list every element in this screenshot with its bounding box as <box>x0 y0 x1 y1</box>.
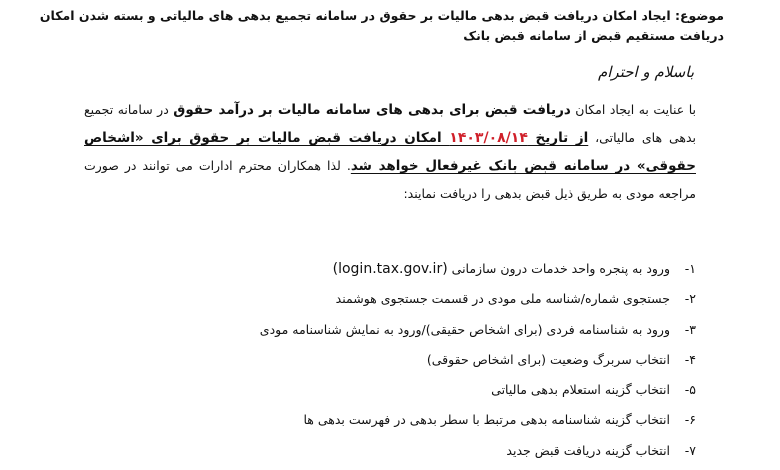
paragraph-bold-2: از تاریخ <box>527 130 589 146</box>
portal-url: (login.tax.gov.ir) <box>332 261 448 277</box>
paragraph-text-3: . لذا همکاران محترم ادارات می توانند در صورت مراجعه مودی به طریق ذیل قبض بدهی را دریافت نمایند: <box>84 158 696 201</box>
step-number: ۲- <box>684 291 696 307</box>
step-number: ۷- <box>684 442 696 458</box>
step-number: ۳- <box>684 321 696 337</box>
steps-list <box>96 254 696 466</box>
greeting: باسلام و احترام <box>597 63 694 81</box>
step-number: ۱- <box>684 261 696 276</box>
step-item <box>96 284 696 314</box>
step-number: ۶- <box>684 412 696 428</box>
body-paragraph <box>84 96 696 207</box>
step-number: ۵- <box>684 382 696 398</box>
step-item <box>96 254 696 284</box>
step-text: ورود به پنجره واحد خدمات درون سازمانی <box>447 261 671 276</box>
letter-subject: موضوع: ایجاد امکان دریافت قبض بدهی مالیات بر حقوق در سامانه تجمیع بدهی های مالیاتی و بسته شدن امکان دریافت مستقیم قبض از سامانه قبض بانک <box>39 8 724 43</box>
paragraph-bold-1: دریافت قبض برای بدهی های سامانه مالیات بر درآمد حقوق <box>173 102 571 118</box>
paragraph-text-2: در سامانه تجمیع بدهی های مالیاتی، <box>84 102 696 145</box>
step-text: جستجوی شماره/شناسه ملی مودی در قسمت جستجوی هوشمند <box>335 291 671 307</box>
paragraph-text-1: با عنایت به ایجاد امکان <box>570 102 696 117</box>
step-item <box>96 315 696 345</box>
paragraph-bold-3: امکان دریافت قبض مالیات بر حقوق برای «اشخاص حقوقی» در سامانه قبض بانک غیرفعال خواهد شد <box>84 130 696 174</box>
step-text: انتخاب گزینه استعلام بدهی مالیاتی <box>491 382 671 398</box>
step-text: انتخاب گزینه شناسنامه بدهی مرتبط با سطر بدهی در فهرست بدهی ها <box>303 412 671 428</box>
step-item <box>96 436 696 466</box>
step-item <box>96 345 696 375</box>
step-text: انتخاب گزینه دریافت قبض جدید <box>506 442 671 458</box>
step-number: ۴- <box>684 351 696 367</box>
step-text: ورود به شناسنامه فردی (برای اشخاص حقیقی)/ورود به نمایش شناسنامه مودی <box>259 321 671 337</box>
step-item <box>96 375 696 405</box>
step-text: انتخاب سربرگ وضعیت (برای اشخاص حقوقی) <box>426 351 671 367</box>
step-item <box>96 405 696 435</box>
effective-date: ۱۴۰۳/۰۸/۱۴ <box>449 130 528 146</box>
